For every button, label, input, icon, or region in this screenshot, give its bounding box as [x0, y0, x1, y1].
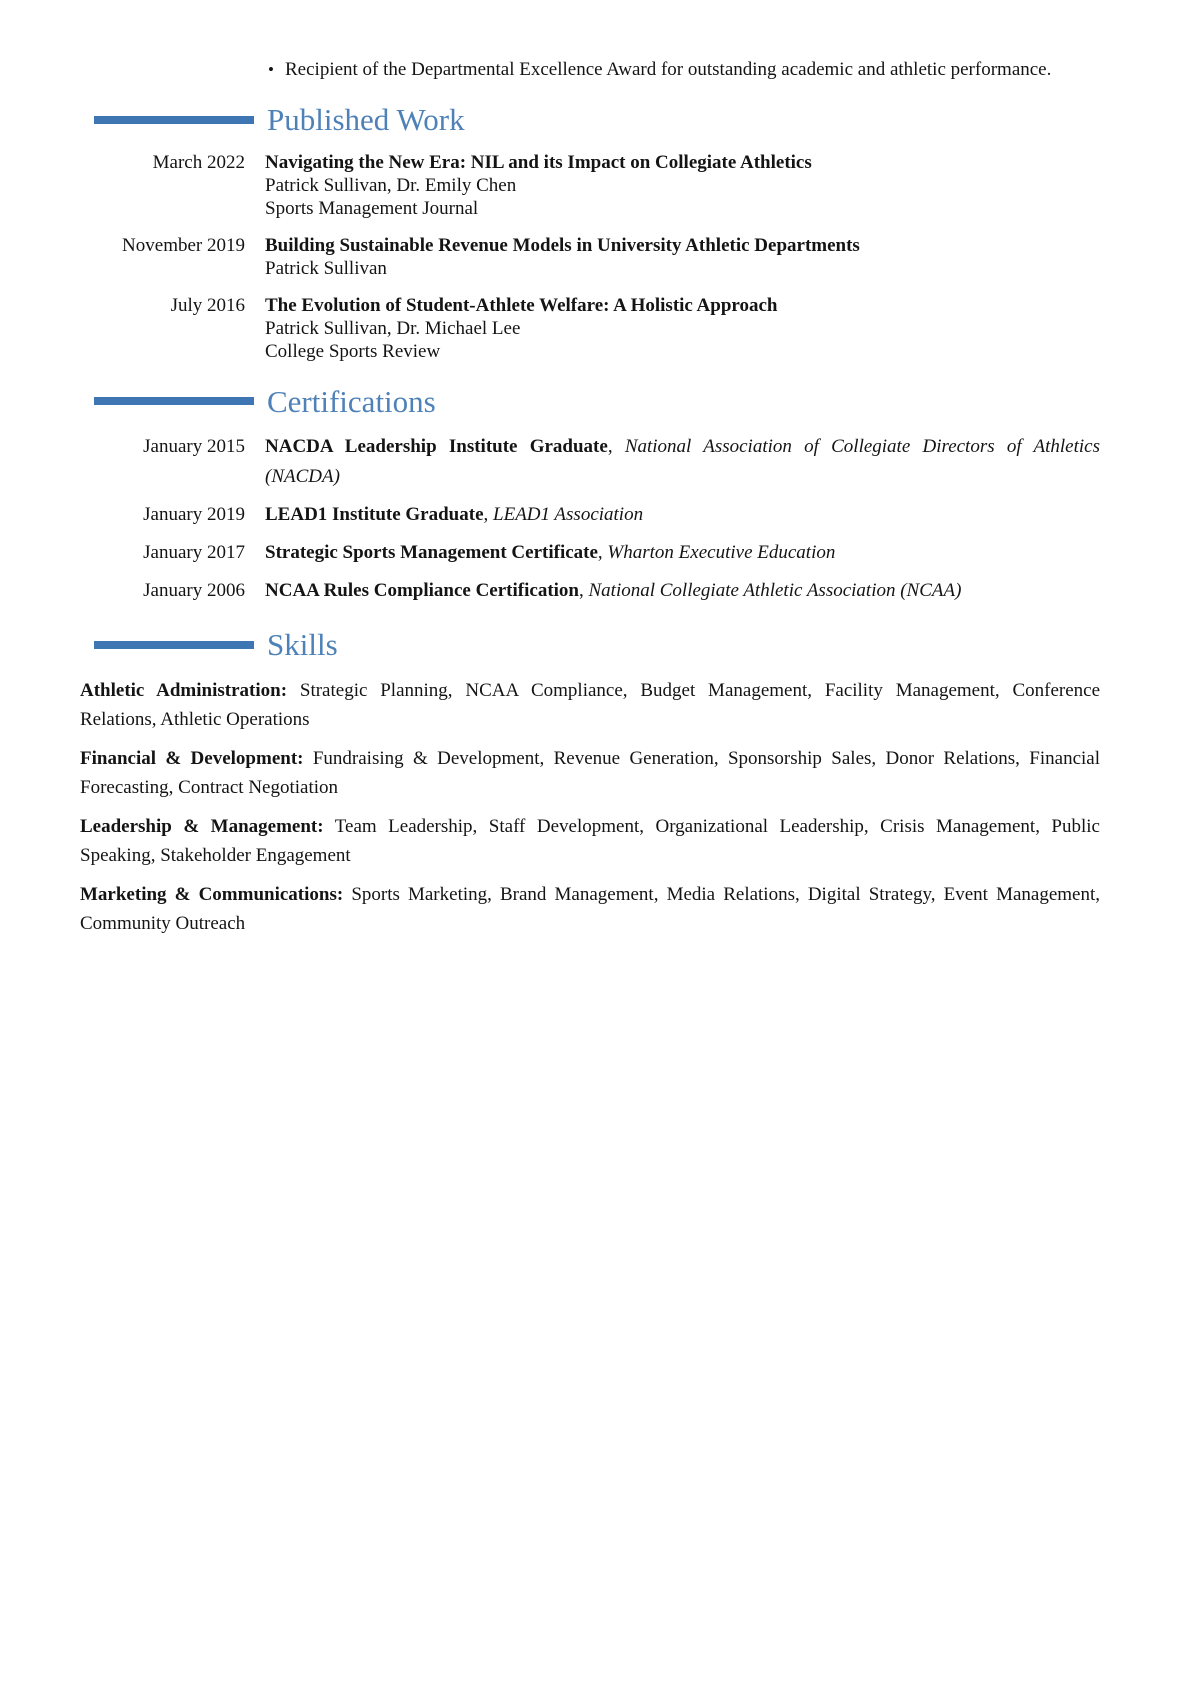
award-bullet-item — [268, 58, 1100, 81]
certification-details — [265, 576, 1100, 606]
certification-separator: , — [597, 542, 608, 564]
certification-separator: , — [607, 436, 625, 458]
skill-category — [80, 744, 1100, 802]
certification-issuer: National Collegiate Athletic Association (NCAA) — [588, 580, 962, 602]
section-rule-bar — [94, 641, 254, 649]
certification-name: LEAD1 Institute Graduate — [265, 504, 484, 526]
certification-entry — [80, 500, 1100, 530]
publication-details — [265, 234, 1100, 280]
certification-issuer: National Association of Collegiate Directors of Athletics (NACDA) — [265, 436, 1101, 488]
skill-category-label: Financial & Development: — [80, 747, 304, 769]
skill-category — [80, 812, 1100, 870]
certification-entry — [80, 432, 1100, 492]
publication-title: Navigating the New Era: NIL and its Impact on Collegiate Athletics — [265, 151, 812, 173]
publication-authors: Patrick Sullivan, Dr. Michael Lee — [265, 317, 521, 339]
certification-name: NACDA Leadership Institute Graduate — [265, 436, 608, 458]
skill-category-items: Team Leadership, Staff Development, Organizational Leadership, Crisis Management, Public Speaking, Stakeholder Engagement — [80, 815, 1100, 866]
section-rule-bar — [94, 116, 254, 124]
certification-separator: , — [579, 580, 589, 602]
publication-entry — [80, 294, 1100, 363]
skill-category-items: Sports Marketing, Brand Management, Media Relations, Digital Strategy, Event Management, Community Outreach — [80, 883, 1101, 934]
publication-details — [265, 151, 1100, 220]
skill-category — [80, 676, 1100, 734]
certification-details — [265, 500, 1100, 530]
section-header-skills — [94, 627, 1100, 663]
publication-date: July 2016 — [170, 294, 245, 316]
skill-category-label: Leadership & Management: — [80, 815, 324, 837]
certification-date: January 2017 — [143, 542, 245, 564]
publication-venue: Sports Management Journal — [265, 197, 479, 219]
skill-category — [80, 880, 1100, 938]
section-title-certifications: Certifications — [267, 383, 436, 419]
section-rule-bar — [94, 397, 254, 405]
publication-date: November 2019 — [122, 234, 245, 256]
skill-category-label: Marketing & Communications: — [80, 883, 344, 905]
certification-details — [265, 432, 1100, 492]
skill-category-label: Athletic Administration: — [80, 679, 288, 701]
certification-issuer: Wharton Executive Education — [607, 542, 836, 564]
section-title-skills: Skills — [267, 627, 338, 663]
certification-name: NCAA Rules Compliance Certification — [265, 580, 579, 602]
publication-title: Building Sustainable Revenue Models in University Athletic Departments — [265, 234, 860, 256]
certification-entry — [80, 538, 1100, 568]
certification-date: January 2006 — [143, 580, 245, 602]
publication-venue: College Sports Review — [265, 340, 441, 362]
bullet-icon: • — [268, 60, 274, 79]
publication-entry — [80, 151, 1100, 220]
section-title-published-work: Published Work — [267, 102, 465, 137]
certification-entry — [80, 576, 1100, 606]
publication-title: The Evolution of Student-Athlete Welfare: A Holistic Approach — [265, 294, 778, 316]
certification-issuer: LEAD1 Association — [493, 504, 644, 526]
section-header-certifications — [94, 384, 1100, 420]
certification-name: Strategic Sports Management Certificate — [265, 542, 598, 564]
certification-separator: , — [483, 504, 494, 526]
publication-authors: Patrick Sullivan, Dr. Emily Chen — [265, 174, 517, 196]
certification-details — [265, 538, 1100, 568]
certification-date: January 2015 — [143, 436, 245, 458]
publication-details — [265, 294, 1100, 363]
section-header-published-work — [94, 102, 1100, 138]
skill-category-items: Strategic Planning, NCAA Compliance, Budget Management, Facility Management, Conference Relations, Athletic Operations — [80, 679, 1101, 730]
award-text: Recipient of the Departmental Excellence Award for outstanding academic and athletic performance. — [285, 59, 1052, 80]
publication-entry — [80, 234, 1100, 280]
publication-authors: Patrick Sullivan — [265, 257, 387, 279]
publication-date: March 2022 — [152, 151, 245, 173]
certification-date: January 2019 — [143, 504, 245, 526]
skill-category-items: Fundraising & Development, Revenue Generation, Sponsorship Sales, Donor Relations, Financial Forecasting, Contract Negotiation — [80, 747, 1100, 798]
